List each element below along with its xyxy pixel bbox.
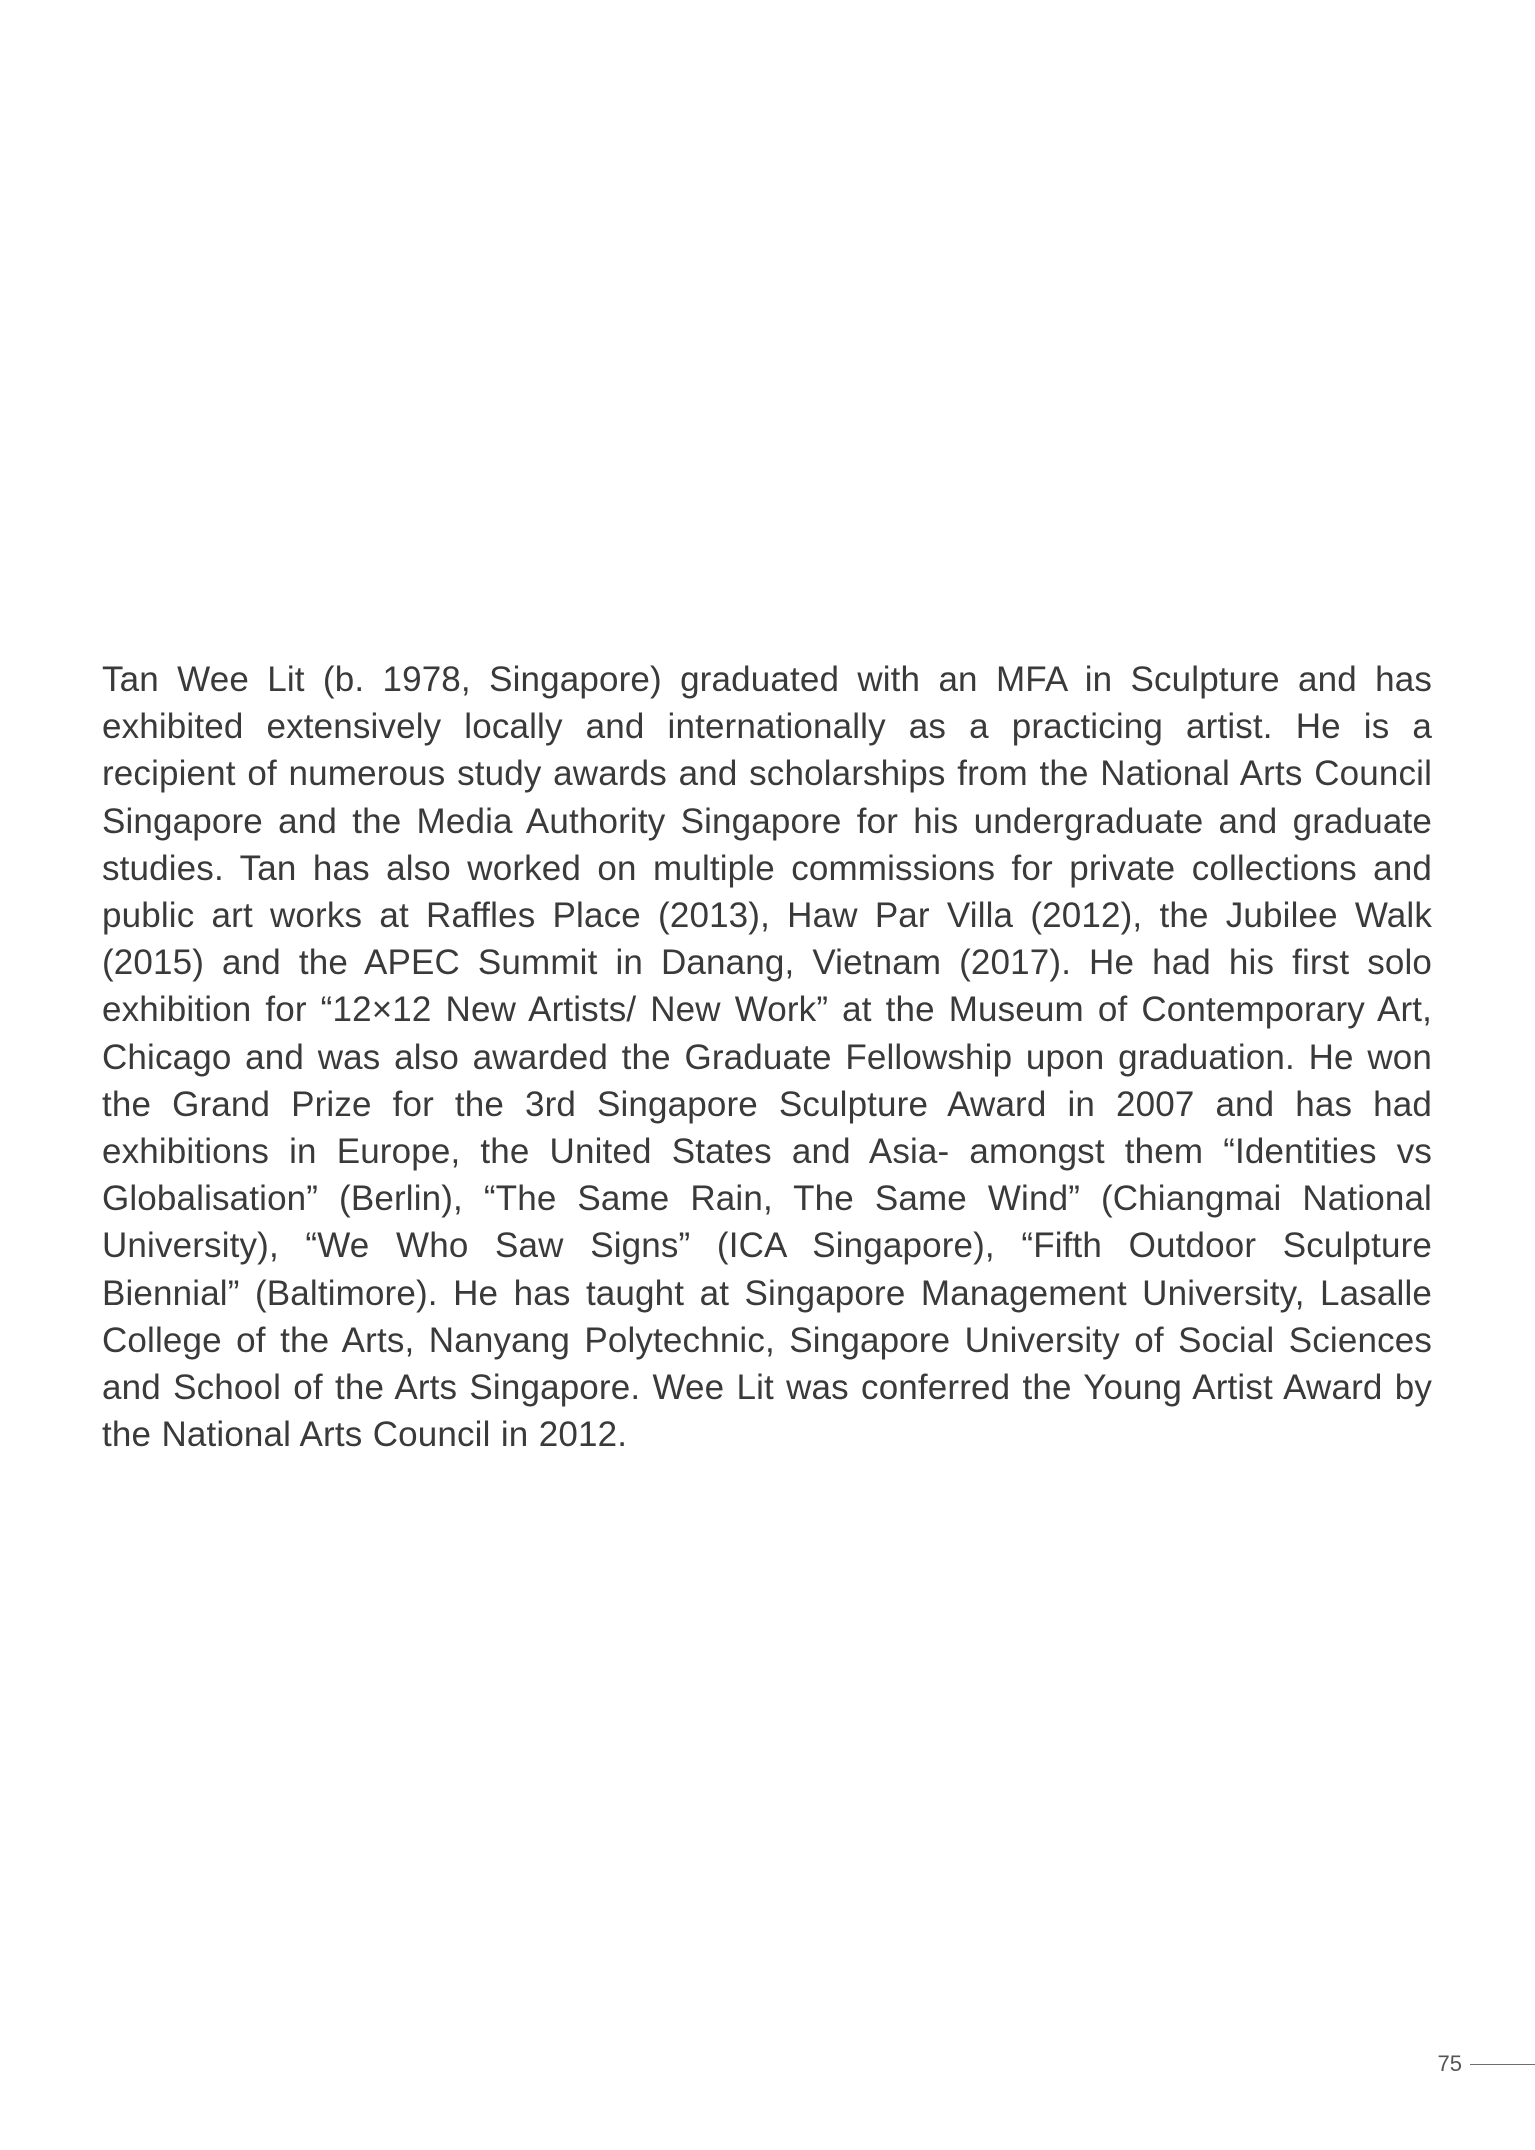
page-number: 75 <box>1437 2051 1462 2076</box>
page-number-rule <box>1470 2064 1535 2065</box>
artist-biography-paragraph: Tan Wee Lit (b. 1978, Singapore) graduated with an MFA in Sculpture and has exhibited extensively locally and internationally as a practicing artist. He is a recipient of numerous study awards and scholarships from the National Arts Council Singapore and the Media Authority Singapore for his undergraduate and graduate studies. Tan has also worked on multiple commissions for private collections and public art works at Raffles Place (2013), Haw Par Villa (2012), the Jubilee Walk (2015) and the APEC Summit in Danang, Vietnam (2017). He had his first solo exhibition for “12×12 New Artists/ New Work” at the Museum of Contemporary Art, Chicago and was also awarded the Graduate Fellowship upon graduation. He won the Grand Prize for the 3rd Singapore Sculpture Award in 2007 and has had exhibitions in Europe, the United States and Asia- amongst them “Identities vs Globalisation” (Berlin), “The Same Rain, The Same Wind” (Chiangmai National University), “We Who Saw Signs” (ICA Singapore), “Fifth Outdoor Sculpture Biennial” (Baltimore). He has taught at Singapore Management University, Lasalle College of the Arts, Nanyang Polytechnic, Singapore University of Social Sciences and School of the Arts Singapore. Wee Lit was conferred the Young Artist Award by the National Arts Council in 2012. <box>102 660 1432 1455</box>
